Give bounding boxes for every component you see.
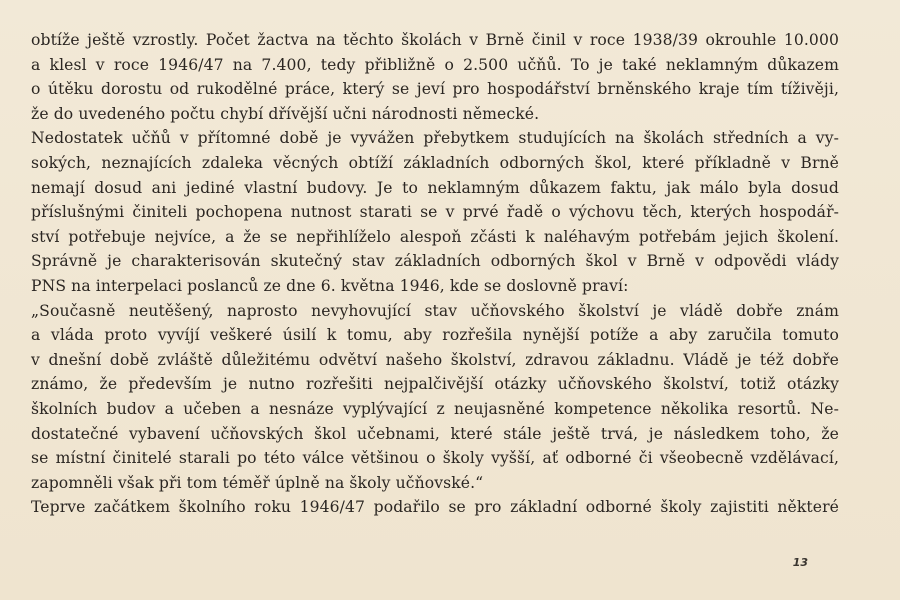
- text-line: že do uvedeného počtu chybí dřívější učni národnosti německé.: [31, 104, 540, 123]
- quote-line: se místní činitelé starali po této válce většinou o školy vyšší, ať odborné či všeobecně vzdělávací,: [31, 449, 839, 468]
- page-number: 13: [792, 556, 808, 569]
- text-line: ství potřebuje nejvíce, a že se nepřihlíželo alespoň zčásti k naléhavým potřebám jejich školení.: [31, 227, 839, 246]
- quote-line: školních budov a učeben a nesnáze vyplývající z neujasněné kompetence několika resortů. Ne-: [31, 399, 839, 418]
- text-line: PNS na interpelaci poslanců ze dne 6. května 1946, kde se doslovně praví:: [31, 276, 629, 295]
- quote-line: v dnešní době zvláště důležitému odvětví našeho školství, zdravou základnu. Vládě je též dobře: [31, 350, 839, 369]
- text-line: Správně je charakterisován skutečný stav základních odborných škol v Brně v odpovědi vlády: [31, 252, 839, 271]
- quote-line: známo, že především je nutno rozřešiti nejpalčivější otázky učňovského školství, totiž otázky: [31, 375, 839, 394]
- text-line: nemají dosud ani jediné vlastní budovy. Je to neklamným důkazem faktu, jak málo byla dosud: [31, 178, 839, 197]
- body-text: [31, 28, 839, 520]
- text-line: a klesl v roce 1946/47 na 7.400, tedy přibližně o 2.500 učňů. To je také neklamným důkazem: [31, 55, 839, 74]
- text-line: o útěku dorostu od rukodělné práce, který se jeví pro hospodářství brněnského kraje tím tíživěji,: [31, 80, 839, 99]
- text-line: obtíže ještě vzrostly. Počet žactva na těchto školách v Brně činil v roce 1938/39 okrouhle 10.000: [31, 31, 839, 49]
- text-line: Nedostatek učňů v přítomné době je vyvážen přebytkem studujících na školách středních a vy-: [31, 129, 839, 148]
- text-line: příslušnými činiteli pochopena nutnost starati se v prvé řadě o výchovu těch, kterých hospodář-: [31, 203, 839, 222]
- text-line: sokých, neznajících zdaleka věcných obtíží základních odborných škol, které příkladně v Brně: [31, 153, 839, 172]
- quote-line: a vláda proto vyvíjí veškeré úsilí k tomu, aby rozřešila nynější potíže a aby zaručila tomuto: [31, 326, 839, 345]
- quote-line: dostatečné vybavení učňovských škol učebnami, které stále ještě trvá, je následkem toho, že: [31, 424, 839, 443]
- quote-line: zapomněli však při tom téměř úplně na školy učňovské.“: [31, 473, 484, 492]
- quote-line: „Současně neutěšený, naprosto nevyhovující stav učňovského školství je vládě dobře znám: [31, 301, 839, 320]
- text-line: Teprve začátkem školního roku 1946/47 podařilo se pro základní odborné školy zajistiti některé: [31, 498, 839, 517]
